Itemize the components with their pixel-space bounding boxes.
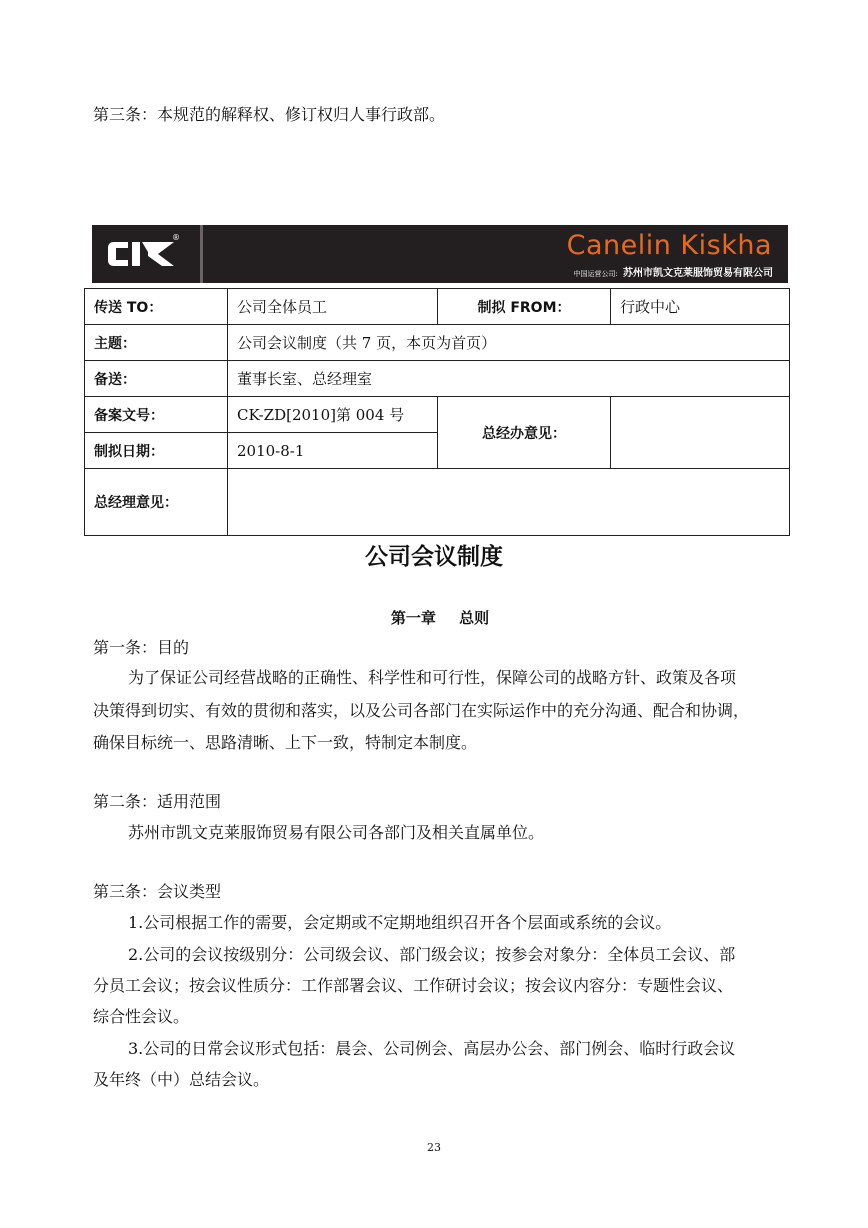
table-row: [85, 289, 790, 325]
registered-mark: ®: [172, 233, 180, 242]
subject-label: 主题：: [85, 325, 228, 361]
previous-article-text: 第三条：本规范的解释权、修订权归人事行政部。: [93, 105, 446, 124]
brand-sub-company: 苏州市凯文克莱服饰贸易有限公司: [623, 268, 773, 279]
paragraph-line: 为了保证公司经营战略的正确性、科学性和可行性，保障公司的战略方针、政策及各项: [128, 668, 737, 687]
chapter-title: 第一章 总则: [390, 609, 490, 627]
company-logo: [92, 225, 203, 283]
table-row: [85, 469, 790, 536]
document-title: 公司会议制度: [365, 544, 503, 570]
to-label: 传送 TO：: [85, 289, 228, 325]
gm-office-label: 总经办意见：: [438, 397, 611, 469]
table-row: [85, 361, 790, 397]
paragraph-line: 分员工会议；按会议性质分：工作部署会议、工作研讨会议；按会议内容分：专题性会议、: [93, 976, 734, 995]
paragraph-line: 确保目标统一、思路清晰、上下一致，特制定本制度。: [93, 733, 478, 752]
paragraph-line: 及年终（中）总结会议。: [93, 1070, 270, 1089]
date-value: 2010-8-1: [228, 433, 438, 469]
article-heading: 第一条：目的: [93, 638, 190, 657]
memo-header-table: [84, 288, 790, 536]
paragraph-line: 综合性会议。: [93, 1007, 190, 1026]
gm-label: 总经理意见：: [85, 469, 228, 536]
company-banner: [92, 225, 788, 283]
paragraph-line: 3.公司的日常会议形式包括：晨会、公司例会、高层办公会、部门例会、临时行政会议: [128, 1039, 736, 1058]
brand-name: Canelin Kiskha: [566, 230, 772, 261]
table-row: [85, 397, 790, 433]
paragraph-line: 1.公司根据工作的需要，会定期或不定期地组织召开各个层面或系统的会议。: [128, 913, 672, 932]
paragraph-line: 2.公司的会议按级别分：公司级会议、部门级会议；按参会对象分：全体员工会议、部: [128, 945, 736, 964]
table-row: [85, 325, 790, 361]
ref-label: 备案文号：: [85, 397, 228, 433]
from-label: 制拟 FROM：: [438, 289, 611, 325]
article-heading: 第二条：适用范围: [93, 792, 222, 811]
article-heading: 第三条：会议类型: [93, 882, 222, 901]
gm-office-opinion: [611, 397, 790, 469]
ref-value: CK-ZD[2010]第 004 号: [228, 397, 438, 433]
date-label: 制拟日期：: [85, 433, 228, 469]
cc-label: 备送：: [85, 361, 228, 397]
subject-value: 公司会议制度（共 7 页，本页为首页）: [228, 325, 790, 361]
page-number: 23: [427, 1141, 441, 1154]
to-value: 公司全体员工: [228, 289, 438, 325]
brand-subtitle: [574, 261, 773, 280]
cc-value: 董事长室、总经理室: [228, 361, 790, 397]
ck-logo-icon: [106, 239, 178, 269]
paragraph-line: 苏州市凯文克莱服饰贸易有限公司各部门及相关直属单位。: [128, 823, 545, 842]
paragraph-line: 决策得到切实、有效的贯彻和落实，以及公司各部门在实际运作中的充分沟通、配合和协调，: [93, 701, 750, 720]
brand-sub-label: 中国运营公司:: [573, 270, 618, 278]
gm-opinion: [228, 469, 790, 536]
from-value: 行政中心: [611, 289, 790, 325]
